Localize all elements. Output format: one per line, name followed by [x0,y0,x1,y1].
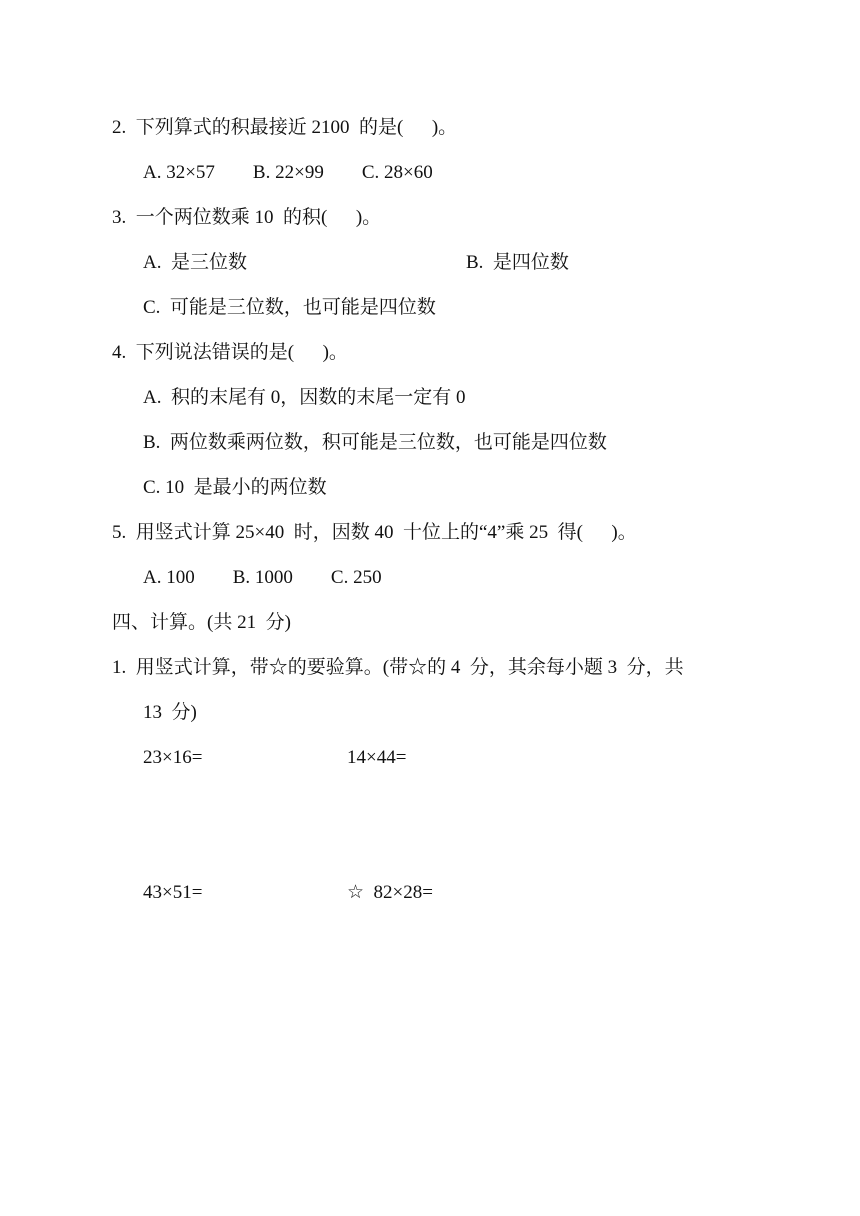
question-4-option-a: A. 积的末尾有 0，因数的末尾一定有 0 [143,387,466,408]
question-5-stem: 5. 用竖式计算 25×40 时，因数 40 十位上的“4”乘 25 得( )。 [112,522,637,543]
question-2-stem: 2. 下列算式的积最接近 2100 的是( )。 [112,117,458,138]
section-4-question-1-line-1: 1. 用竖式计算，带☆的要验算。(带☆的 4 分，其余每小题 3 分，共 [112,657,684,678]
question-2-options: A. 32×57 B. 22×99 C. 28×60 [143,162,433,183]
calc-problem-4-starred: ☆ 82×28= [347,882,433,903]
question-4-option-c: C. 10 是最小的两位数 [143,477,327,498]
question-3-option-c: C. 可能是三位数，也可能是四位数 [143,297,436,318]
question-4-stem: 4. 下列说法错误的是( )。 [112,342,348,363]
calc-problem-3: 43×51= [143,882,203,903]
question-3-option-a: A. 是三位数 [143,252,247,273]
calc-problem-1: 23×16= [143,747,203,768]
section-4-heading: 四、计算。(共 21 分) [112,612,291,633]
calc-problem-2: 14×44= [347,747,407,768]
question-4-option-b: B. 两位数乘两位数，积可能是三位数，也可能是四位数 [143,432,607,453]
question-5-options: A. 100 B. 1000 C. 250 [143,567,382,588]
question-3-stem: 3. 一个两位数乘 10 的积( )。 [112,207,382,228]
section-4-question-1-line-2: 13 分) [143,702,197,723]
question-3-option-b: B. 是四位数 [466,252,569,273]
